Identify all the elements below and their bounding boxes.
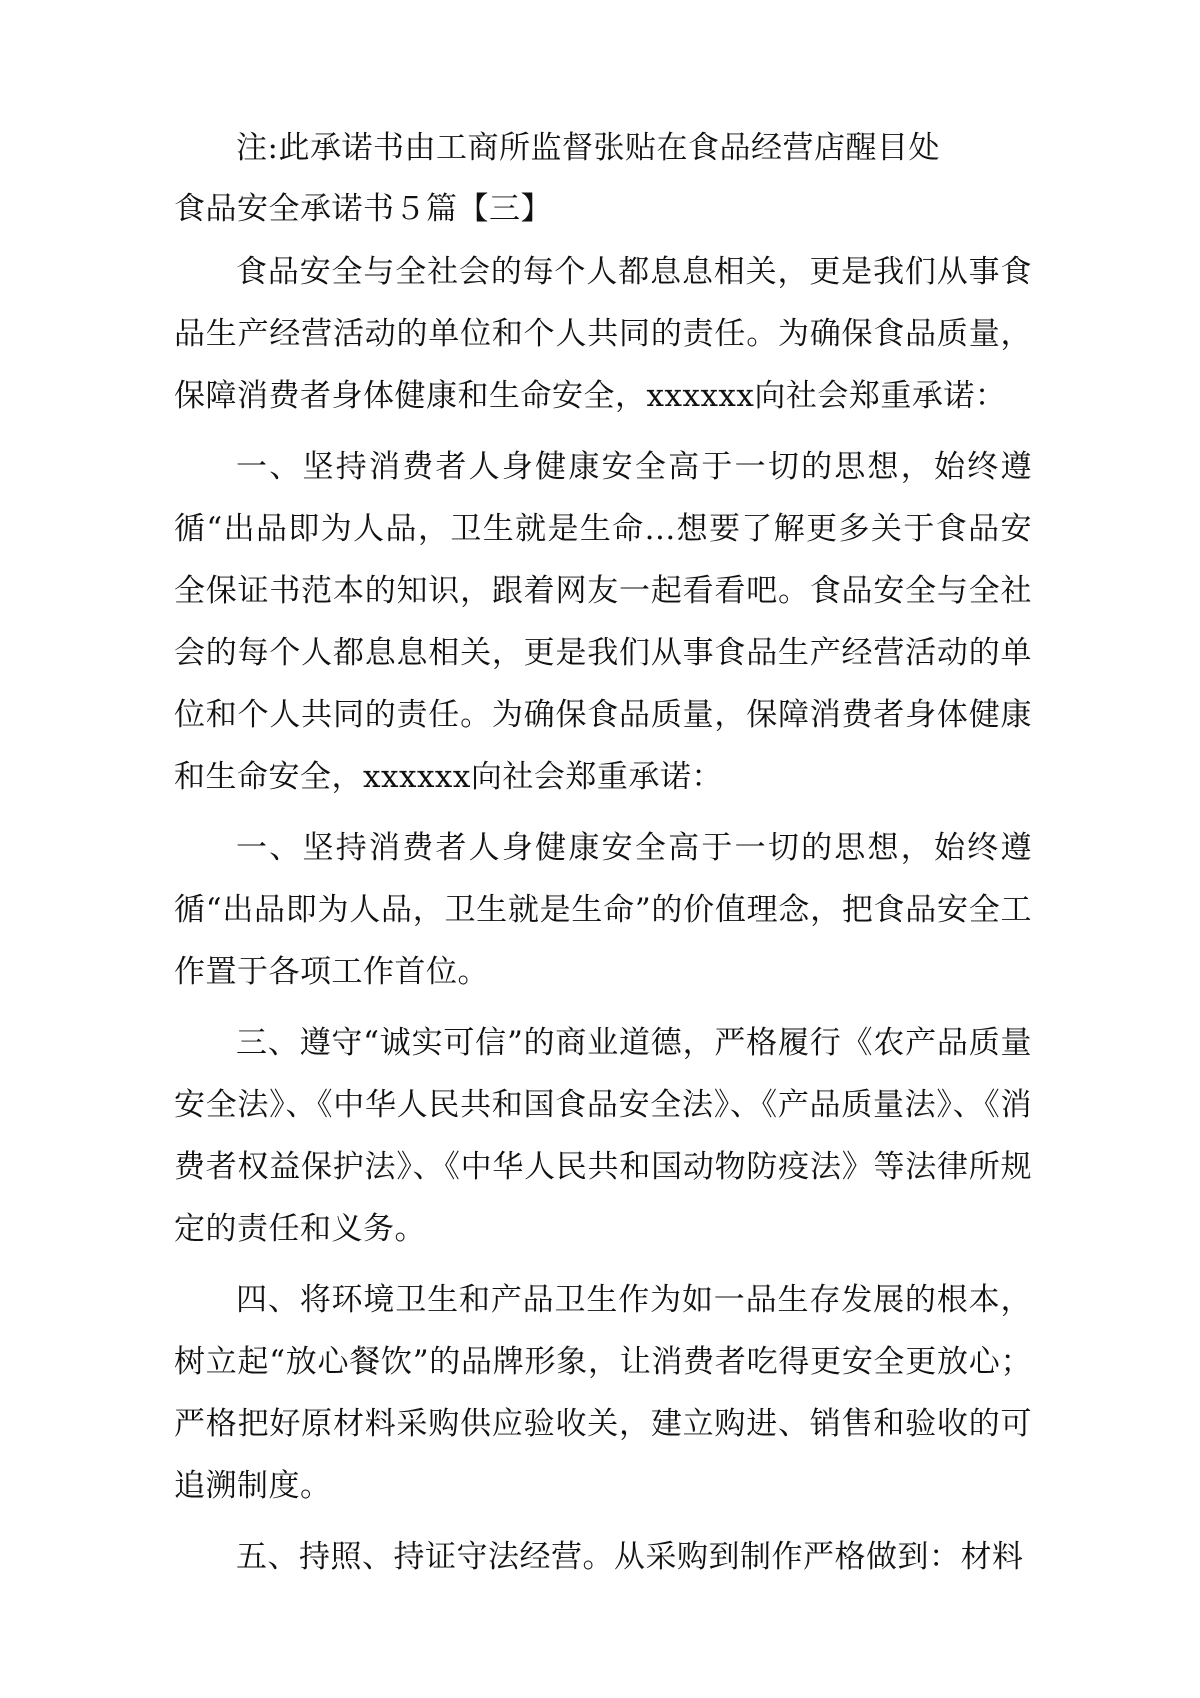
document-body [174,241,1032,1597]
paragraph-item-5: 五、持照、持证守法经营。从采购到制作严格做到：材料 [236,1539,1024,1575]
paragraph-intro: 食品安全与全社会的每个人都息息相关，更是我们从事食品生产经营活动的单位和个人共同的责任。为确保食品质量，保障消费者身体健康和生命安全，xxxxxx向社会郑重承诺： [174,254,1032,414]
section-heading: 食品安全承诺书５篇【三】 [174,191,552,227]
note-line: 注:此承诺书由工商所监督张贴在食品经营店醒目处 [236,130,940,166]
paragraph-item-1a: 一、坚持消费者人身健康安全高于一切的思想，始终遵循“出品即为人品，卫生就是生命...想要了解更多关于食品安全保证书范本的知识，跟着网友一起看看吧。食品安全与全社会的每个人都息息相关，更是我们从事食品生产经营活动的单位和个人共同的责任。为确保食品质量，保障消费者身体健康和生命安全，xxxxxx向社会郑重承诺： [174,449,1032,795]
paragraph-item-3: 三、遵守“诚实可信”的商业道德，严格履行《农产品质量安全法》、《中华人民共和国食品安全法》、《产品质量法》、《消费者权益保护法》、《中华人民共和国动物防疫法》等法律所规定的责任和义务。 [174,1025,1032,1247]
paragraph-item-4: 四、将环境卫生和产品卫生作为如一品生存发展的根本，树立起“放心餐饮”的品牌形象，让消费者吃得更安全更放心；严格把好原材料采购供应验收关，建立购进、销售和验收的可追溯制度。 [174,1282,1032,1504]
paragraph-item-1b: 一、坚持消费者人身健康安全高于一切的思想，始终遵循“出品即为人品，卫生就是生命”的价值理念，把食品安全工作置于各项工作首位。 [174,830,1032,990]
